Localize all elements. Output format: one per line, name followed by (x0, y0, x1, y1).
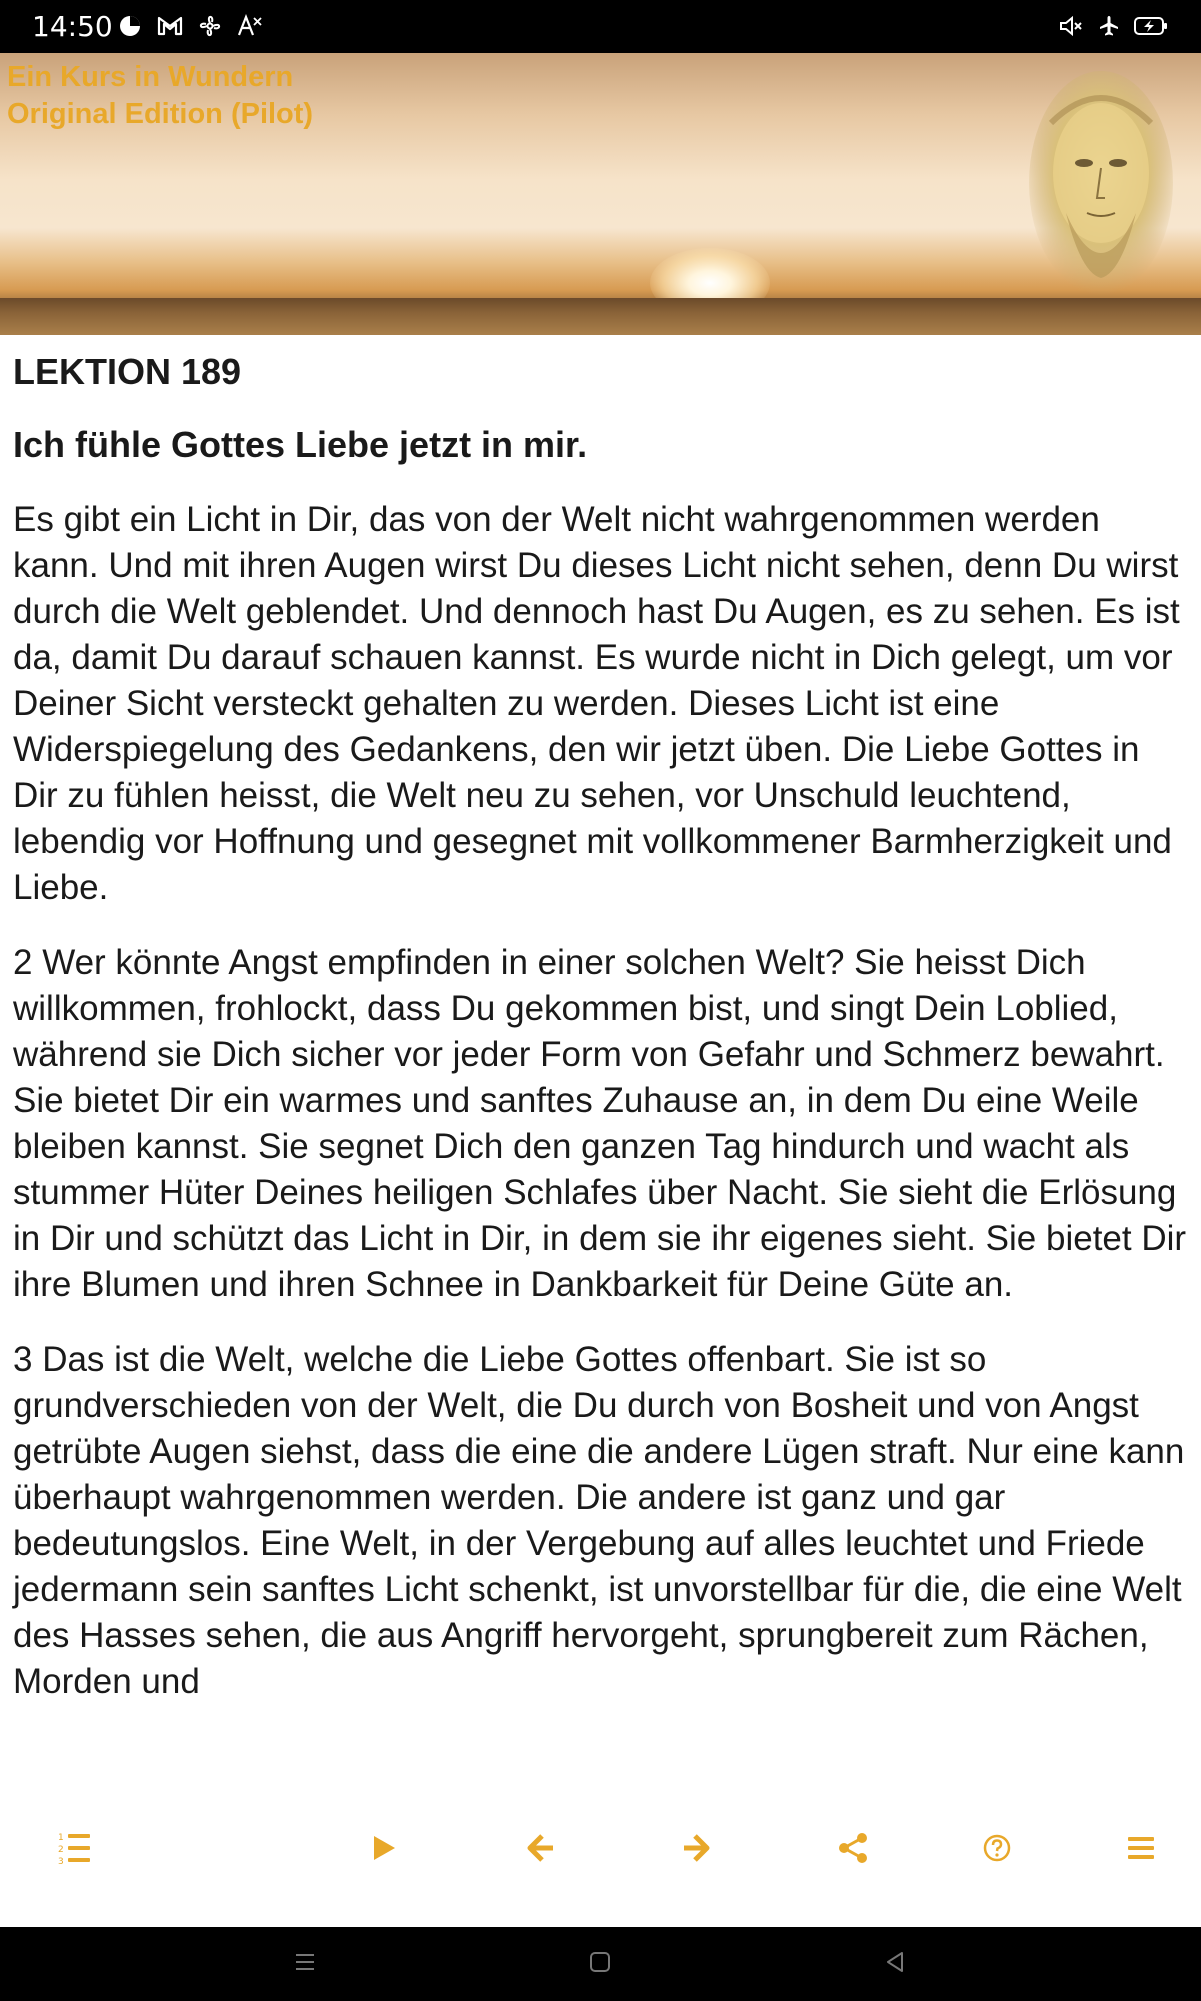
pie-chart-icon (116, 12, 144, 40)
lesson-title: Ich fühle Gottes Liebe jetzt in mir. (13, 424, 588, 465)
menu-icon (1126, 1833, 1156, 1868)
arrow-left-icon (526, 1833, 556, 1868)
status-time: 14:50 (32, 10, 113, 43)
portrait-image (1021, 63, 1181, 303)
horizon-landscape (0, 298, 1201, 335)
airplane-icon (1095, 12, 1123, 40)
numbered-list-icon (57, 1830, 93, 1871)
back-icon (883, 1950, 907, 1979)
svg-text:3: 3 (58, 1856, 64, 1866)
fan-icon (196, 12, 224, 40)
svg-text:1: 1 (58, 1832, 64, 1843)
arrow-right-icon (681, 1833, 711, 1868)
header-banner (0, 53, 1201, 335)
lesson-content[interactable] (0, 335, 1201, 1775)
share-button[interactable] (828, 1825, 878, 1875)
app-title (7, 59, 313, 133)
translate-icon (236, 12, 264, 40)
lesson-paragraph: 2 Wer könnte Angst empfinden in einer solchen Welt? Sie heisst Dich willkommen, frohlockt, dass Du gekommen bist, und singt Dein Loblied, während sie Dich sicher vor jeder Form von Gefahr und Schmerz bewahrt. Sie bietet Dir ein warmes und sanftes Zuhause an, in dem Du eine Weile bleiben kannst. Sie segnet Dich den ganzen Tag hindurch und wacht als stummer Hüter Deines heiligen Schlafes über Nacht. Sie sieht die Erlösung in Dir und schützt das Licht in Dir, in dem sie ihr eigenes sieht. Sie bietet Dir ihre Blumen und ihren Schnee in Dankbarkeit für Deine Güte an. (13, 943, 1187, 1304)
menu-button[interactable] (1116, 1825, 1166, 1875)
mute-icon (1057, 12, 1085, 40)
status-notification-icons (116, 12, 264, 40)
lesson-paragraph: Es gibt ein Licht in Dir, das von der Welt nicht wahrgenommen werden kann. Und mit ihren Augen wirst Du dieses Licht nicht sehen, denn Du wirst durch die Welt geblendet. Und dennoch hast Du Augen, es zu sehen. Es ist da, damit Du darauf schauen kannst. Es wurde nicht in Dich gelegt, um vor Deiner Sicht versteckt gehalten zu werden. Dieses Licht ist eine Widerspiegelung des Gedankens, den wir jetzt üben. Die Liebe Gottes in Dir zu fühlen heisst, die Welt neu zu sehen, vor Unschuld leuchtend, lebendig vor Hoffnung und gesegnet mit vollkommener Barmherzigkeit und Liebe. (13, 500, 1180, 907)
status-bar (0, 0, 1201, 53)
help-button[interactable] (972, 1825, 1022, 1875)
lesson-number: LEKTION 189 (13, 351, 242, 392)
recents-button[interactable] (290, 1949, 320, 1979)
home-button[interactable] (585, 1949, 615, 1979)
play-icon (368, 1833, 398, 1868)
lesson-list-button[interactable] (50, 1825, 100, 1875)
share-icon (837, 1832, 869, 1869)
next-button[interactable] (671, 1825, 721, 1875)
gmail-icon (156, 12, 184, 40)
play-button[interactable] (358, 1825, 408, 1875)
back-button[interactable] (880, 1949, 910, 1979)
svg-text:2: 2 (58, 1844, 64, 1855)
bottom-toolbar (0, 1775, 1201, 1927)
app-title-line2: Original Edition (Pilot) (7, 98, 314, 130)
battery-charging-icon (1133, 12, 1169, 40)
help-icon (982, 1833, 1012, 1868)
previous-button[interactable] (516, 1825, 566, 1875)
home-icon (588, 1950, 612, 1979)
lesson-paragraph: 3 Das ist die Welt, welche die Liebe Gottes offenbart. Sie ist so grundverschieden von der Welt, die Du durch von Bosheit und von Angst getrübte Augen siehst, dass die eine die andere Lügen straft. Nur eine kann überhaupt wahrgenommen werden. Die andere ist ganz und gar bedeutungslos. Eine Welt, in der Vergebung auf alles leuchtet und Friede jedermann sein sanftes Licht schenkt, ist unvorstellbar für die, die eine Welt des Hasses sehen, die aus Angriff hervorgeht, sprungbereit zum Rächen, Morden und (13, 1340, 1185, 1701)
recents-icon (293, 1951, 317, 1978)
app-title-line1: Ein Kurs in Wundern (7, 61, 294, 93)
system-navigation-bar (0, 1927, 1201, 2001)
status-system-icons (1057, 12, 1169, 40)
